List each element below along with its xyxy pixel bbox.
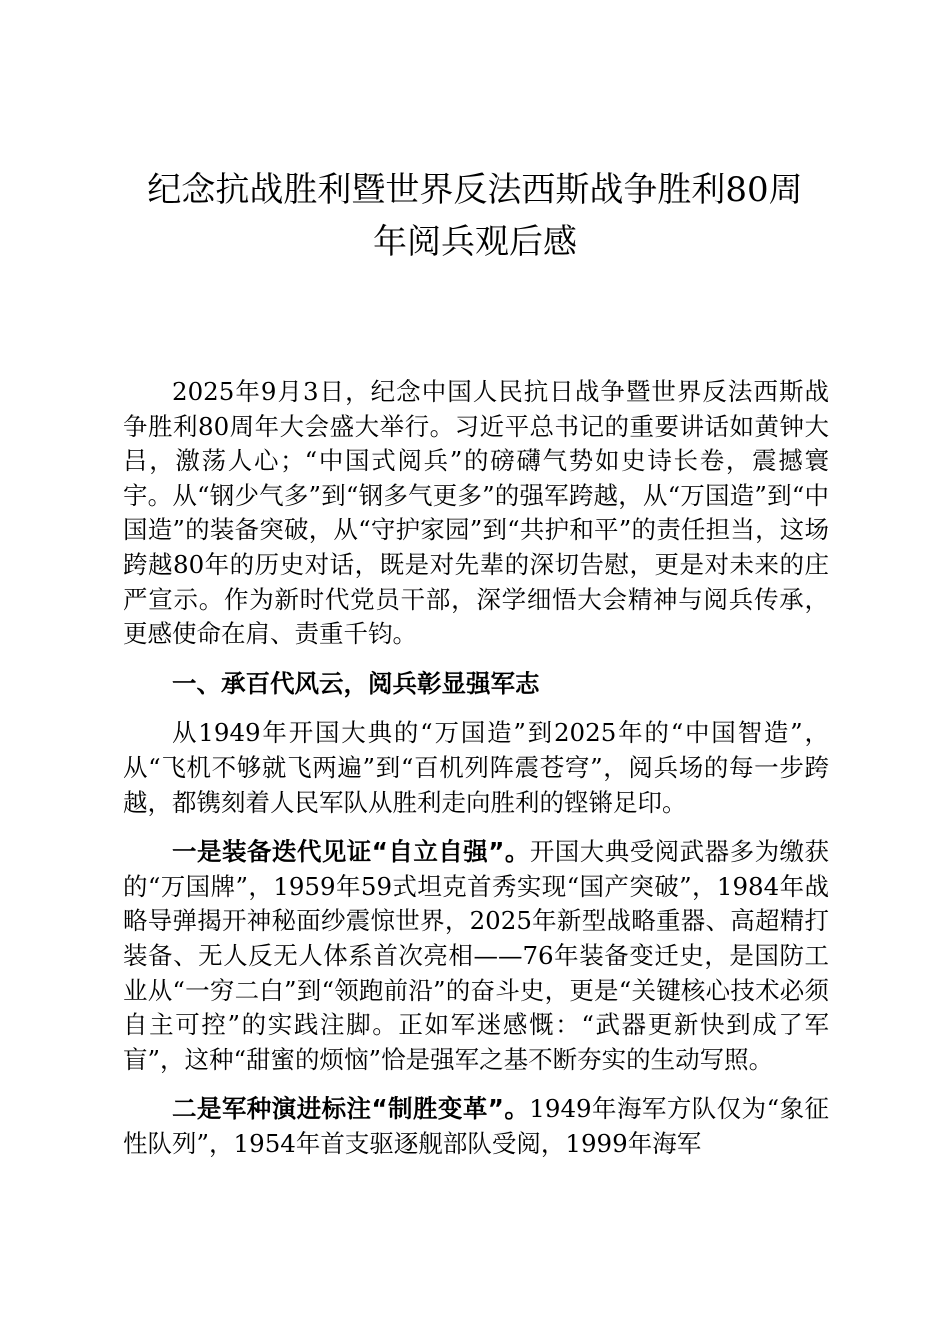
title-line-2: 年阅兵观后感 xyxy=(373,222,577,262)
point-1-paragraph xyxy=(123,835,829,1077)
point-2-body: 1949年海军方队仅为“象征性队列”，1954年首支驱逐舰部队受阅，1999年海军 xyxy=(123,1094,830,1158)
section-1-paragraph: 从1949年开国大典的“万国造”到2025年的“中国智造”，从“飞机不够就飞两遍”到“百机列阵震苍穹”，阅兵场的每一步跨越，都镌刻着人民军队从胜利走向胜利的铿锵足印。 xyxy=(123,718,829,817)
point-2-paragraph xyxy=(123,1092,829,1161)
document-title xyxy=(120,164,830,268)
point-2-lead: 二是军种演进标注“制胜变革”。 xyxy=(172,1094,530,1124)
point-1-body: 开国大典受阅武器多为缴获的“万国牌”，1959年59式坦克首秀实现“国产突破”，1984年战略导弹揭开神秘面纱震惊世界，2025年新型战略重器、高超精打装备、无人反无人体系首次亮相——76年装备变迁史，是国防工业从“一穷二白”到“领跑前沿”的奋斗史，更是“关键核心技术必须自主可控”的实践注脚。正如军迷感慨：“武器更新快到成了军盲”，这种“甜蜜的烦恼”恰是强军之基不断夯实的生动写照。 xyxy=(123,837,830,1074)
section-heading-1: 一、承百代风云，阅兵彰显强军志 xyxy=(172,668,540,698)
document-body xyxy=(123,375,829,1161)
intro-paragraph: 2025年9月3日，纪念中国人民抗日战争暨世界反法西斯战争胜利80周年大会盛大举行。习近平总书记的重要讲话如黄钟大吕，激荡人心；“中国式阅兵”的磅礴气势如史诗长卷，震撼寰宇。从“钢少气多”到“钢多气更多”的强军跨越，从“万国造”到“中国造”的装备突破，从“守护家园”到“共护和平”的责任担当，这场跨越80年的历史对话，既是对先辈的深切告慰，更是对未来的庄严宣示。作为新时代党员干部，深学细悟大会精神与阅兵传承，更感使命在肩、责重千钧。 xyxy=(123,377,829,649)
point-1-lead: 一是装备迭代见证“自立自强”。 xyxy=(172,837,530,867)
title-line-1: 纪念抗战胜利暨世界反法西斯战争胜利80周 xyxy=(147,170,803,210)
